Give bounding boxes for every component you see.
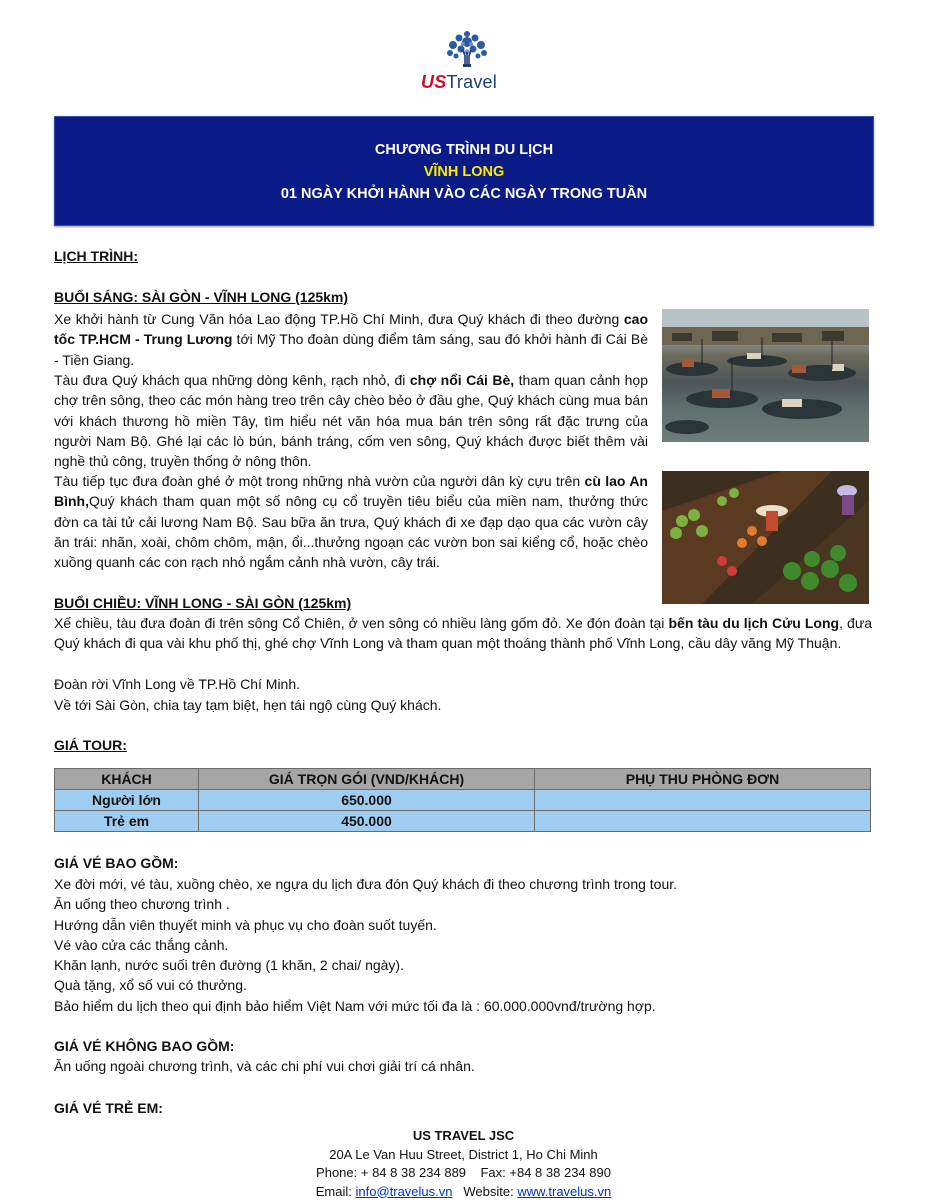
highlight-text: chợ nổi Cái Bè, (410, 372, 514, 388)
list-item: Khăn lạnh, nước suối trên đường (1 khăn, 2 chai/ ngày). (54, 955, 677, 975)
guest-cell: Người lớn (55, 790, 199, 811)
price-table (54, 768, 871, 832)
highlight-text: cù lao An Bình, (54, 473, 648, 509)
banner-line-1: CHƯƠNG TRÌNH DU LỊCH (55, 142, 873, 158)
title-banner (54, 116, 874, 226)
includes-heading: GIÁ VÉ BAO GỒM: (54, 853, 178, 873)
highlight-text: bến tàu du lịch Cửu Long (668, 615, 839, 631)
morning-paragraph-3 (54, 471, 648, 572)
list-item: Hướng dẫn viên thuyết minh và phục vụ cho đoàn suốt tuyến. (54, 915, 677, 935)
banner-destination: VĨNH LONG (55, 164, 873, 180)
table-header-row (55, 769, 871, 790)
footer-contact-line (0, 1183, 927, 1201)
email-label: Email: (316, 1184, 352, 1199)
column-header-guest: KHÁCH (55, 769, 199, 790)
excludes-heading: GIÁ VÉ KHÔNG BAO GỒM: (54, 1036, 234, 1056)
list-item: Quà tặng, xổ số vui có thưởng. (54, 975, 677, 995)
website-link[interactable]: www.travelus.vn (517, 1184, 611, 1199)
includes-list (54, 874, 677, 1016)
table-row (55, 790, 871, 811)
text: , đưa Quý khách đi qua vài khu phố thị, ghé chợ Vĩnh Long và tham quan một thoáng thành phố Vĩnh Long, cầu dây văng Mỹ Thuận. (54, 615, 872, 651)
itinerary-heading: LỊCH TRÌNH: (54, 248, 138, 264)
afternoon-heading: BUỔI CHIỀU: VĨNH LONG - SÀI GÒN (125km) (54, 595, 351, 611)
list-item: Xe đời mới, vé tàu, xuồng chèo, xe ngựa du lịch đưa đón Quý khách đi theo chương trình trong tour. (54, 874, 677, 894)
footer-phone: Phone: + 84 8 38 234 889 Fax: +84 8 38 234 890 (0, 1164, 927, 1183)
afternoon-paragraph-2: Đoàn rời Vĩnh Long về TP.Hồ Chí Minh. (54, 674, 300, 694)
text: Xế chiều, tàu đưa đoàn đi trên sông Cổ Chiên, ở ven sông có nhiều làng gốm đỏ. Xe đón đoàn tại (54, 615, 668, 631)
afternoon-paragraph-3: Về tới Sài Gòn, chia tay tạm biệt, hẹn tái ngộ cùng Quý khách. (54, 695, 441, 715)
logo-travel: Travel (446, 72, 497, 92)
text: tới Mỹ Tho đoàn dùng điểm tâm sáng, sau đó khởi hành đi Cái Bè - Tiền Giang. (54, 331, 648, 367)
list-item: Ăn uống ngoài chương trình, và các chi phí vui chơi giải trí cá nhân. (54, 1056, 475, 1076)
price-cell: 450.000 (199, 811, 535, 832)
morning-paragraph-2 (54, 370, 648, 471)
text: Xe khởi hành từ Cung Văn hóa Lao động TP.Hồ Chí Minh, đưa Quý khách đi theo đường (54, 311, 624, 327)
column-header-price: GIÁ TRỌN GÓI (VND/KHÁCH) (199, 769, 535, 790)
children-price-heading: GIÁ VÉ TRẺ EM: (54, 1098, 163, 1118)
single-supplement-cell (535, 790, 871, 811)
list-item: Bảo hiểm du lịch theo qui định bảo hiểm Việt Nam với mức tối đa là : 60.000.000vnđ/trường hợp. (54, 996, 677, 1016)
text: Tàu đưa Quý khách qua những dòng kênh, rạch nhỏ, đi (54, 372, 410, 388)
fruit-boats-photo (662, 471, 869, 604)
single-supplement-cell (535, 811, 871, 832)
text: Quý khách tham quan một số nông cụ cổ truyền tiêu biểu của miền nam, thưởng thức đờn ca tài tử cải lương Nam Bộ. Sau bữa ăn trưa, Quý khách đi xe đạp dạo qua các vườn cây ăn trái: nhãn, xoài, chôm chôm, mận, ổi...thưởng ngoạn các vườn bon sai kiểng cổ, hoặc chèo xuồng quanh các con rạch nhỏ ngắm cảnh nhà vườn, cây trái. (54, 493, 648, 570)
email-link[interactable]: info@travelus.vn (355, 1184, 452, 1199)
footer-company: US TRAVEL JSC (0, 1127, 927, 1146)
text: tham quan cảnh họp chợ trên sông, theo các món hàng treo trên cây chèo bẻo ở đầu ghe, Quý khách cùng mua bán với khách thương hồ miền Tây, tìm hiểu nét văn hóa mua bán trên sông rất đặc trưng của người Nam Bộ. Ghé lại các lò bún, bánh tráng, cốm ven sông, Quý khách được biết thêm vài nghề thủ công, truyền thống ở nông thôn. (54, 372, 648, 469)
price-cell: 650.000 (199, 790, 535, 811)
afternoon-paragraph-1 (54, 613, 872, 654)
list-item: Vé vào cửa các thắng cảnh. (54, 935, 677, 955)
logo-us: US (421, 72, 446, 92)
table-row (55, 811, 871, 832)
floating-market-boats-photo (662, 309, 869, 442)
text: Tàu tiếp tục đưa đoàn ghé ở một trong những nhà vườn của người dân kỳ cựu trên (54, 473, 585, 489)
footer (0, 1127, 927, 1201)
guest-cell: Trẻ em (55, 811, 199, 832)
logo-wordmark (421, 72, 497, 93)
morning-paragraph-1 (54, 309, 648, 370)
website-label: Website: (463, 1184, 513, 1199)
morning-heading: BUỔI SÁNG: SÀI GÒN - VĨNH LONG (125km) (54, 289, 348, 305)
banner-line-3: 01 NGÀY KHỞI HÀNH VÀO CÁC NGÀY TRONG TUẦN (55, 186, 873, 202)
column-header-single-supplement: PHỤ THU PHÒNG ĐƠN (535, 769, 871, 790)
price-heading: GIÁ TOUR: (54, 737, 127, 753)
highlight-text: cao tốc TP.HCM - Trung Lương (54, 311, 648, 347)
list-item: Ăn uống theo chương trình . (54, 894, 677, 914)
footer-address: 20A Le Van Huu Street, District 1, Ho Chi Minh (0, 1146, 927, 1165)
